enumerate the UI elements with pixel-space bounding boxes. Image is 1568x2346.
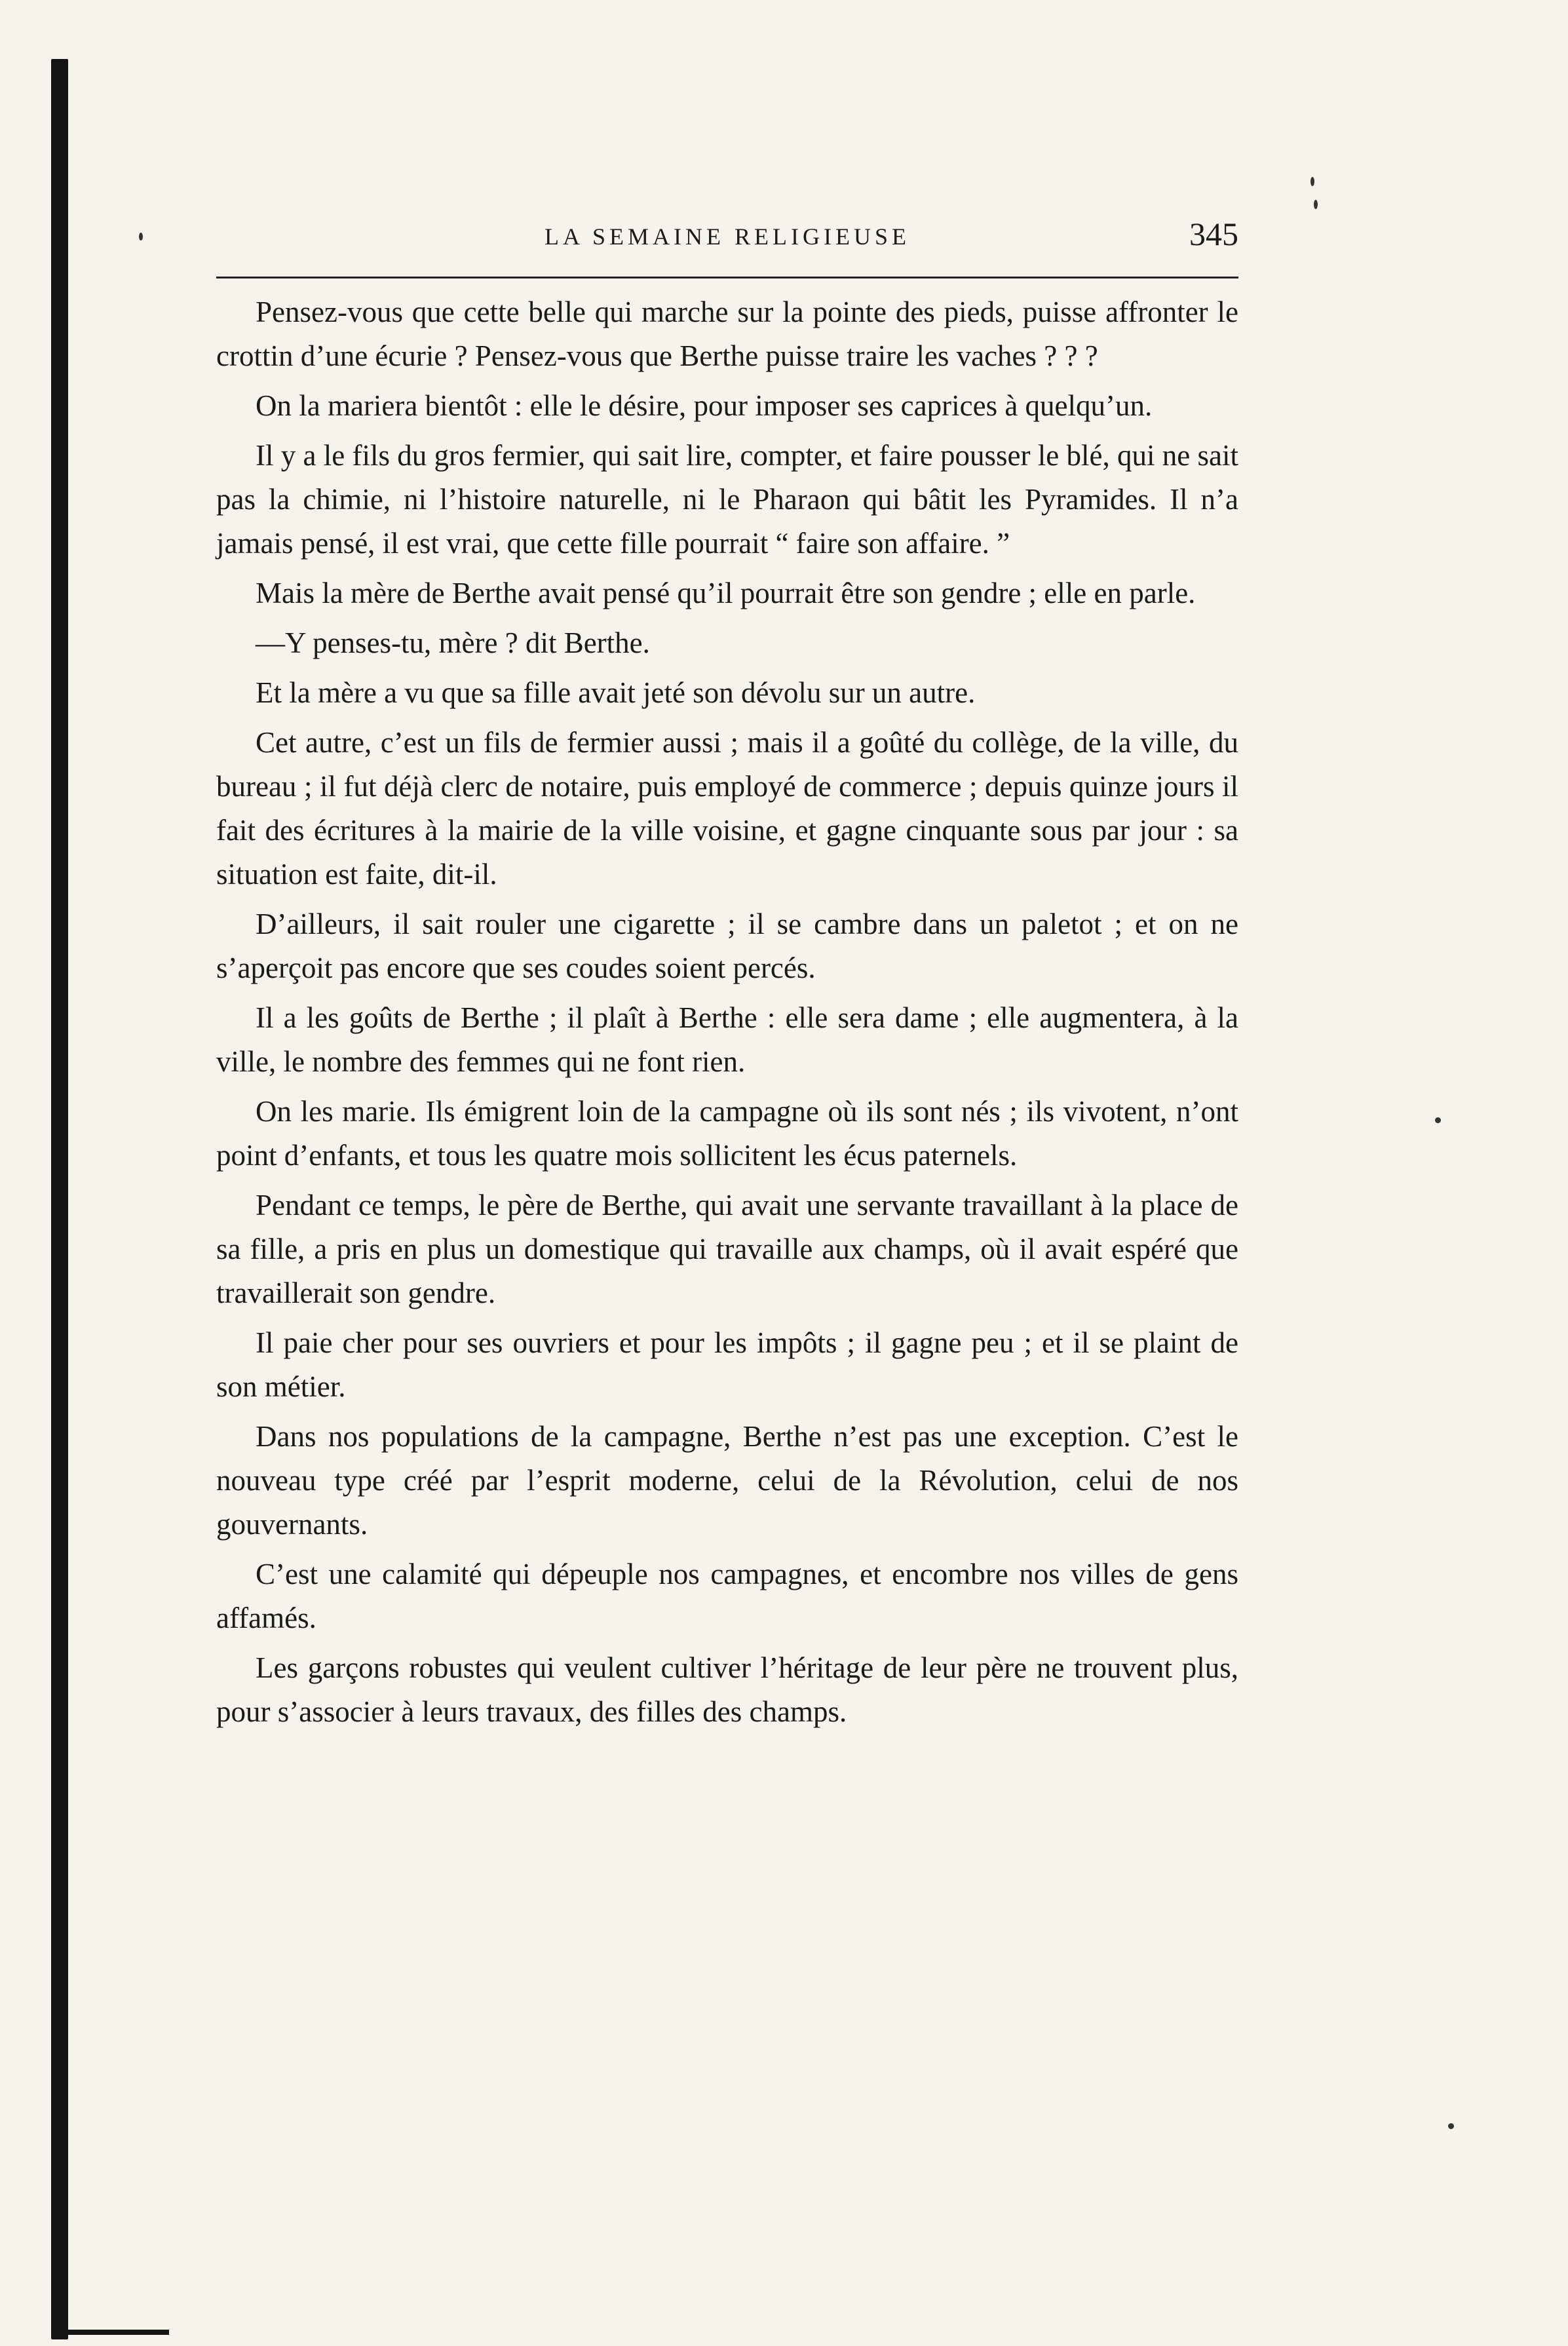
ink-speck bbox=[139, 233, 143, 240]
paragraph: Et la mère a vu que sa fille avait jeté son dévolu sur un autre. bbox=[256, 676, 976, 709]
book-spine-shadow bbox=[51, 59, 68, 2339]
paragraph: Dans nos populations de la campagne, Berthe n’est pas une exception. C’est le nouveau type créé par l’esprit moderne, celui de la Révolution, celui de nos gouvernants. bbox=[216, 1420, 1238, 1541]
running-head bbox=[216, 210, 1238, 262]
paragraph: Cet autre, c’est un fils de fermier aussi ; mais il a goûté du collège, de la ville, du bureau ; il fut déjà clerc de notaire, puis employé de commerce ; depuis quinze jours il fait des écritures à la mairie de la ville voisine, et gagne cinquante sous par jour : sa situation est faite, dit-il. bbox=[216, 726, 1238, 891]
ink-speck bbox=[1314, 200, 1318, 209]
ink-speck bbox=[1435, 1117, 1441, 1123]
header-rule bbox=[216, 277, 1238, 279]
paragraph: Mais la mère de Berthe avait pensé qu’il pourrait être son gendre ; elle en parle. bbox=[256, 577, 1196, 609]
paragraph: C’est une calamité qui dépeuple nos campagnes, et encombre nos villes de gens affamés. bbox=[216, 1558, 1238, 1634]
paragraph: Pendant ce temps, le père de Berthe, qui avait une servante travaillant à la place de sa fille, a pris en plus un domestique qui travaille aux champs, où il avait espéré que travaillerait son gendre. bbox=[216, 1189, 1238, 1309]
book-spine-shadow-foot bbox=[51, 2330, 169, 2335]
page-number: 345 bbox=[1189, 216, 1238, 252]
running-title: LA SEMAINE RELIGIEUSE bbox=[545, 223, 910, 250]
paragraph: Il paie cher pour ses ouvriers et pour les impôts ; il gagne peu ; et il se plaint de son métier. bbox=[216, 1326, 1238, 1403]
paragraph: D’ailleurs, il sait rouler une cigarette ; il se cambre dans un paletot ; et on ne s’aperçoit pas encore que ses coudes soient percés. bbox=[216, 908, 1238, 984]
paragraph: —Y penses-tu, mère ? dit Berthe. bbox=[256, 626, 650, 659]
paragraph: Il y a le fils du gros fermier, qui sait lire, compter, et faire pousser le blé, qui ne sait pas la chimie, ni l’histoire naturelle, ni le Pharaon qui bâtit les Pyramides. Il n’a jamais pensé, il est vrai, que cette fille pourrait “ faire son affaire. ” bbox=[216, 439, 1238, 560]
paragraph: On les marie. Ils émigrent loin de la campagne où ils sont nés ; ils vivotent, n’ont point d’enfants, et tous les quatre mois sollicitent les écus paternels. bbox=[216, 1095, 1238, 1172]
paragraph: On la mariera bientôt : elle le désire, pour imposer ses caprices à quelqu’un. bbox=[256, 389, 1153, 422]
ink-speck bbox=[1310, 177, 1314, 186]
book-page bbox=[216, 210, 1238, 1740]
body-text bbox=[216, 290, 1238, 1734]
paragraph: Pensez-vous que cette belle qui marche sur la pointe des pieds, puisse affronter le crottin d’une écurie ? Pensez-vous que Berthe puisse traire les vaches ? ? ? bbox=[216, 296, 1238, 372]
ink-speck bbox=[1448, 2123, 1454, 2129]
paragraph: Les garçons robustes qui veulent cultiver l’héritage de leur père ne trouvent plus, pour s’associer à leurs travaux, des filles des champs. bbox=[216, 1651, 1238, 1728]
paragraph: Il a les goûts de Berthe ; il plaît à Berthe : elle sera dame ; elle augmentera, à la ville, le nombre des femmes qui ne font rien. bbox=[216, 1001, 1238, 1078]
